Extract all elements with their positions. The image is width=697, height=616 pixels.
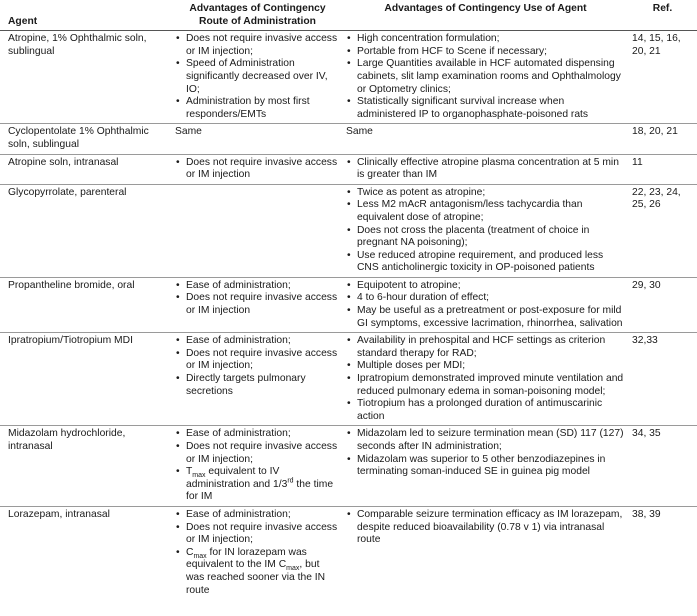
- list-item-text: Large Quantities available in HCF automated dispensing cabinets, slit lamp examination rooms and Ophthalmology or Optometry clinics;: [357, 58, 621, 95]
- list-item-fragment: , but was reached sooner via the IN route: [186, 559, 326, 596]
- header-ref: Ref.: [628, 0, 697, 31]
- bullet-icon: •: [176, 96, 180, 108]
- list-item: [175, 335, 340, 348]
- bullet-icon: •: [176, 279, 180, 291]
- bullet-icon: •: [176, 466, 180, 478]
- bullet-icon: •: [347, 508, 351, 520]
- list-item: [175, 428, 340, 441]
- list-item-fragment: C: [186, 546, 194, 558]
- agent-cell: Glycopyrrolate, parenteral: [0, 184, 172, 277]
- list-item-text: Ease of administration;: [186, 279, 291, 291]
- ref-cell: 14, 15, 16, 20, 21: [628, 31, 697, 124]
- route-list: [175, 428, 340, 504]
- bullet-icon: •: [347, 33, 351, 45]
- ref-cell: 22, 23, 24, 25, 26: [628, 184, 697, 277]
- list-item-text: Directly targets pulmonary secretions: [186, 373, 306, 397]
- list-item: [346, 305, 625, 330]
- route-cell: Same: [172, 124, 343, 154]
- list-item-text: Equipotent to atropine;: [357, 279, 461, 291]
- use-cell: [343, 506, 628, 599]
- list-item: [346, 398, 625, 423]
- bullet-icon: •: [347, 335, 351, 347]
- table-row: [0, 124, 697, 154]
- list-item: [346, 250, 625, 275]
- use-list: [346, 33, 625, 121]
- list-item: [175, 33, 340, 58]
- use-cell: [343, 277, 628, 332]
- list-item: [175, 348, 340, 373]
- table-row: [0, 184, 697, 277]
- agent-cell: Propantheline bromide, oral: [0, 277, 172, 332]
- list-item-text: 4 to 6-hour duration of effect;: [357, 292, 490, 304]
- use-cell: [343, 426, 628, 507]
- list-item: [175, 441, 340, 466]
- list-item-text: Midazolam was superior to 5 other benzodiazepines in terminating soman-induced SE in guinea pig model: [357, 453, 606, 478]
- list-item-text: Tiotropium has a prolonged duration of antimuscarinic action: [357, 398, 603, 422]
- list-item: [346, 360, 625, 373]
- header-agent: Agent: [0, 0, 172, 31]
- list-item: [175, 509, 340, 522]
- bullet-icon: •: [176, 58, 180, 70]
- ref-cell: 34, 35: [628, 426, 697, 507]
- bullet-icon: •: [347, 360, 351, 372]
- list-item: [175, 157, 340, 182]
- list-item-text: Ease of administration;: [186, 508, 291, 520]
- list-item: [175, 373, 340, 398]
- list-item-text: Does not require invasive access or IM injection;: [186, 33, 338, 57]
- list-item: [346, 96, 625, 121]
- use-cell: [343, 184, 628, 277]
- list-item: [346, 292, 625, 305]
- use-cell: [343, 333, 628, 426]
- bullet-icon: •: [176, 546, 180, 558]
- agent-cell: Lorazepam, intranasal: [8, 508, 110, 520]
- list-item-text: Does not require invasive access or IM injection;: [186, 347, 338, 372]
- bullet-icon: •: [347, 96, 351, 108]
- list-item-fragment: T: [186, 466, 193, 478]
- route-list: [175, 157, 340, 182]
- list-item-text: Availability in prehospital and HCF settings as criterion standard therapy for RAD;: [357, 335, 606, 359]
- header-row: [0, 0, 697, 31]
- list-item-text: Does not cross the placenta (treatment of choice in pregnant NA poisoning);: [357, 224, 590, 249]
- bullet-icon: •: [347, 305, 351, 317]
- list-item: [175, 292, 340, 317]
- use-cell: [343, 154, 628, 184]
- list-item: [346, 454, 625, 479]
- header-use: Advantages of Contingency Use of Agent: [343, 0, 628, 31]
- list-item-text: Portable from HCF to Scene if necessary;: [357, 45, 547, 57]
- list-item-text: Clinically effective atropine plasma concentration at 5 min is greater than IM: [357, 156, 619, 181]
- use-list: [346, 335, 625, 423]
- list-item-fragment: the time for IM: [186, 478, 334, 503]
- bullet-icon: •: [176, 521, 180, 533]
- list-item: [346, 199, 625, 224]
- bullet-icon: •: [347, 249, 351, 261]
- table-row: [0, 333, 697, 426]
- route-cell: [172, 31, 343, 124]
- list-item-text: Ease of administration;: [186, 335, 291, 347]
- bullet-icon: •: [347, 428, 351, 440]
- list-item: [175, 58, 340, 96]
- list-item-text: Use reduced atropine requirement, and produced less CNS anticholinergic toxicity in OP-poisoned patients: [357, 249, 604, 274]
- list-item: [175, 522, 340, 547]
- table-row: [0, 506, 697, 599]
- table-row: [0, 277, 697, 332]
- bullet-icon: •: [347, 58, 351, 70]
- list-item: [346, 373, 625, 398]
- ref-cell: 18, 20, 21: [628, 124, 697, 154]
- table-row: [0, 426, 697, 507]
- bullet-icon: •: [176, 335, 180, 347]
- agent-cell: Cyclopentolate 1% Ophthalmic soln, sublingual: [0, 124, 172, 154]
- list-item-text: High concentration formulation;: [357, 33, 500, 45]
- table-row: [0, 31, 697, 124]
- list-item-text: May be useful as a pretreatment or post-exposure for mild GI symptoms, excessive lacrimation, rhinorrhea, salivation: [357, 305, 623, 329]
- bullet-icon: •: [176, 508, 180, 520]
- list-item-text: Statistically significant survival increase when administered IP to organophasphate-poisoned rats: [357, 96, 589, 120]
- bullet-icon: •: [347, 186, 351, 198]
- list-item: [175, 466, 340, 504]
- route-cell: [172, 506, 343, 599]
- list-item-fragment: equivalent to IV administration and 1/3: [186, 466, 288, 490]
- ref-cell: 11: [628, 154, 697, 184]
- agent-cell: Midazolam hydrochloride, intranasal: [0, 426, 172, 507]
- agent-cell: Atropine, 1% Ophthalmic soln, sublingual: [0, 31, 172, 124]
- bullet-icon: •: [176, 156, 180, 168]
- list-item: [346, 428, 625, 453]
- bullet-icon: •: [176, 292, 180, 304]
- list-item: [346, 33, 625, 46]
- bullet-icon: •: [347, 279, 351, 291]
- ref-cell: 29, 30: [628, 277, 697, 332]
- bullet-icon: •: [347, 45, 351, 57]
- use-list: [346, 280, 625, 330]
- list-item-text: Comparable seizure termination efficacy as IM lorazepam, despite reduced bioavailability (0.78 v 1) via intranasal route: [357, 508, 623, 546]
- list-item-text: Does not require invasive access or IM injection: [186, 156, 338, 181]
- header-route: Advantages of Contingency Route of Administration: [172, 0, 343, 31]
- list-item: [346, 46, 625, 59]
- use-list: [346, 428, 625, 478]
- list-item-text: Does not require invasive access or IM injection;: [186, 441, 338, 465]
- list-item-text: Less M2 mAcR antagonism/less tachycardia than equivalent dose of atropine;: [357, 199, 583, 223]
- bullet-icon: •: [176, 373, 180, 385]
- list-item-fragment: max: [192, 472, 206, 480]
- ref-cell: 32,33: [628, 333, 697, 426]
- route-list: [175, 509, 340, 597]
- list-item-text: Ipratropium demonstrated improved minute ventilation and reduced pulmonary edema in soman-poisoning model;: [357, 373, 624, 397]
- list-item: [346, 58, 625, 96]
- use-list: [346, 187, 625, 275]
- use-list: [346, 509, 625, 547]
- bullet-icon: •: [176, 428, 180, 440]
- ref-cell: 38, 39: [632, 508, 661, 520]
- table-row: [0, 154, 697, 184]
- use-cell: [343, 31, 628, 124]
- route-cell: [172, 184, 343, 277]
- list-item: [175, 96, 340, 121]
- list-item-fragment: max: [286, 565, 300, 573]
- route-cell: [172, 426, 343, 507]
- list-item: [175, 280, 340, 293]
- list-item-text: Twice as potent as atropine;: [357, 186, 486, 198]
- route-list: [175, 33, 340, 121]
- bullet-icon: •: [347, 398, 351, 410]
- bullet-icon: •: [347, 199, 351, 211]
- list-item: [346, 157, 625, 182]
- list-item: [346, 187, 625, 200]
- bullet-icon: •: [347, 453, 351, 465]
- use-cell: Same: [343, 124, 628, 154]
- list-item-text: Speed of Administration significantly decreased over IV, IO;: [186, 58, 328, 95]
- agent-cell: Atropine soln, intranasal: [0, 154, 172, 184]
- list-item-text: Multiple doses per MDI;: [357, 360, 466, 372]
- list-item: [175, 547, 340, 597]
- bullet-icon: •: [176, 441, 180, 452]
- list-item: [346, 509, 625, 547]
- bullet-icon: •: [347, 292, 351, 304]
- list-item-text: Does not require invasive access or IM injection: [186, 292, 338, 317]
- list-item-fragment: rd: [287, 477, 294, 485]
- list-item-text: Does not require invasive access or IM injection;: [186, 521, 338, 546]
- list-item: [346, 225, 625, 250]
- agent-cell: Ipratropium/Tiotropium MDI: [0, 333, 172, 426]
- list-item-text: Ease of administration;: [186, 428, 291, 440]
- route-cell: [172, 154, 343, 184]
- list-item: [346, 280, 625, 293]
- bullet-icon: •: [347, 156, 351, 168]
- route-cell: [172, 333, 343, 426]
- bullet-icon: •: [176, 347, 180, 359]
- route-list: [175, 335, 340, 398]
- list-item-fragment: for IN lorazepam was equivalent to the IM C: [186, 546, 307, 571]
- list-item-fragment: max: [193, 552, 207, 560]
- route-list: [175, 280, 340, 318]
- use-list: [346, 157, 625, 182]
- list-item: [346, 335, 625, 360]
- bullet-icon: •: [347, 224, 351, 236]
- bullet-icon: •: [176, 33, 180, 45]
- list-item-text: Administration by most first responders/EMTs: [186, 96, 310, 120]
- route-cell: [172, 277, 343, 332]
- bullet-icon: •: [347, 373, 351, 385]
- list-item-text: Midazolam led to seizure termination mean (SD) 117 (127) seconds after IN administration;: [357, 428, 624, 452]
